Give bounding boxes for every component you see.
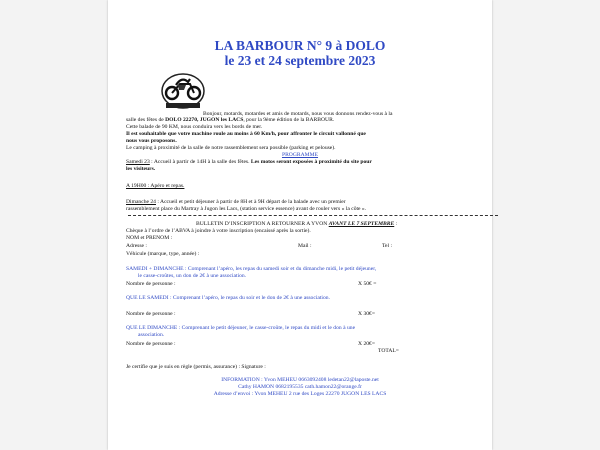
saturday-evening: A 19H00 : Apéro et repas. [126, 183, 185, 189]
saturday-line-2: les visiteurs. [126, 166, 156, 172]
sunday-line-2: rassemblement place du Martray à Jugon les Lacs, (station service essence) avant de rouler vers « la côte ». [126, 206, 367, 212]
saturday-line: Samedi 23 : Accueil à partir de 14H à la salle des fêtes. Les motos seront exposées à proximité du site pour [126, 159, 372, 165]
option-both-count: Nombre de personne : [126, 281, 176, 287]
total-label: TOTAL= [378, 348, 399, 354]
option-saturday-price: X 30€= [358, 311, 375, 317]
option-saturday: QUE LE SAMEDI : Comprenant l’apéro, le repas du soir et le don de 2€ à une association. [126, 295, 330, 301]
option-sunday-count: Nombre de personne : [126, 341, 176, 347]
programme-heading: PROGRAMME [281, 152, 319, 158]
option-both-days-2: le casse-croûtes, un don de 2€ à une association. [138, 273, 247, 279]
intro-line-1: Bonjour, motards, motardes et amis de motards, nous vous donnons rendez-vous à la [203, 111, 393, 117]
intro-line-6: Le camping à proximité de la salle de notre rassemblement sera possible (parking et pelouse). [126, 145, 336, 151]
event-title: LA BARBOUR N° 9 à DOLO [214, 38, 386, 53]
intro-line-4: Il est souhaitable que votre machine roule au moins à 60 Km/h, pour affronter le circuit vallonné que [126, 131, 366, 137]
option-both-price: X 50€ = [358, 281, 377, 287]
vehicle-field-label: Véhicule (marque, type, année) : [126, 251, 200, 257]
info-contact-1: INFORMATION : Yvon MEHEU 0663092408 ledetan22@laposte.net [221, 377, 379, 383]
option-both-days: SAMEDI + DIMANCHE : Comprenant l’apéro, les repas du samedi soir et du dimanche midi, le petit déjeuner, [126, 266, 377, 272]
info-contact-2: Cathy HAMON 0682195535 cath.hamon22@orange.fr [238, 384, 362, 390]
flyer-page [108, 0, 492, 450]
address-field-label: Adresse : [126, 243, 147, 249]
intro-line-3: Cette balade de 90 KM, nous conduira vers les bords de mer. [126, 124, 263, 130]
venue-name: DOLO 22270, JUGON les LACS [165, 117, 244, 123]
mailing-address: Adresse d’envoi : Yvon MEHEU 2 rue des Loges 22270 JUGON LES LACS [213, 391, 387, 397]
option-sunday: QUE LE DIMANCHE : Comprenant le petit déjeuner, le casse-croûte, le repas du midi et le don à une [126, 325, 356, 331]
certify-signature: Je certifie que je suis en règle (permis, assurance) : Signature : [126, 364, 266, 370]
bulletin-heading: BULLETIN D’INSCRIPTION A RETOURNER A YVON AVANT LE 7 SEPTEMBRE : [196, 221, 398, 227]
saturday-label: Samedi 23 [126, 159, 150, 165]
mail-field-label: Mail : [298, 243, 312, 249]
name-field-label: NOM et PRENOM : [126, 235, 173, 241]
sunday-line: Dimanche 24 : Accueil et petit déjeuner à partir de 8H et à 9H départ de la balade avec un premier [126, 199, 346, 205]
option-sunday-price: X 20€= [358, 341, 375, 347]
intro-line-5: nous vous proposons. [126, 138, 177, 144]
divider-top [128, 215, 498, 216]
option-saturday-count: Nombre de personne : [126, 311, 176, 317]
sunday-label: Dimanche 24 [126, 199, 156, 205]
cheque-note: Chèque à l’ordre de l’ABVA à joindre à votre inscription (encaissé après la sortie). [126, 228, 311, 234]
event-dates: le 23 et 24 septembre 2023 [224, 53, 376, 68]
motorcycle-icon [160, 70, 206, 110]
tel-field-label: Tel : [382, 243, 393, 249]
intro-line-2: salle des fêtes de DOLO 22270, JUGON les LACS, pour la 9ème édition de la BARBOUR. [126, 117, 335, 123]
option-sunday-2: association. [138, 332, 165, 338]
